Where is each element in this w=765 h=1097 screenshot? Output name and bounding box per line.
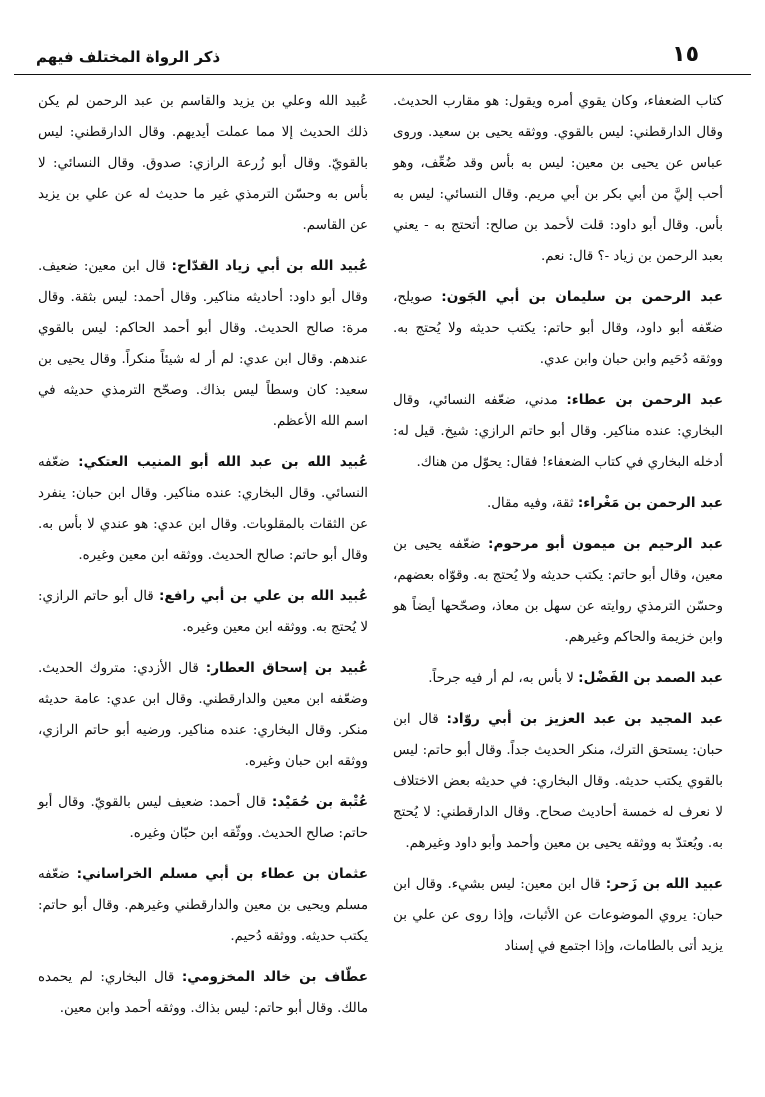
narrator-name: عبد المجيد بن عبد العزيز بن أبي روّاد: [446, 711, 723, 727]
narrator-entry [38, 859, 368, 952]
narrator-text: مدني، ضعّفه النسائي، وقال البخاري: عنده مناكير. وقال أبو حاتم الرازي: شيخ. قيل له: أدخله البخاري في كتاب الضعفاء! فقال: يحوّل من هناك. [393, 393, 723, 470]
narrator-entry [393, 86, 723, 272]
narrator-text: قال ابن معين: ليس بشيء. وقال ابن حبان: يروي الموضوعات عن الأثبات، وإذا روى عن علي بن يزيد أتى بالطامات، وإذا اجتمع في إسناد [393, 877, 723, 954]
narrator-text: عُبيد الله وعلي بن يزيد والقاسم بن عبد الرحمن لم يكن ذلك الحديث إلا مما عملت أيديهم. وقال الدارقطني: ليس بالقويّ. وقال أبو زُرعة الرازي: صدوق. وقال النسائي: لا بأس به وحسّن الترمذي غير ما حديث له عن علي بن يزيد عن القاسم. [38, 94, 368, 233]
narrator-text: قال الأزدي: متروك الحديث. وضعّفه ابن معين والدارقطني. وقال ابن عدي: عامة حديثه منكر. وقال البخاري: عنده مناكير. ورضيه أبو حاتم الرازي، ووثقه ابن حبان وغيره. [38, 661, 368, 769]
narrator-text: ضعّفه يحيى بن معين، وقال أبو حاتم: يكتب حديثه ولا يُحتج به. وقوّاه بعضهم، وحسّن الترمذي روايته عن سهل بن معاذ، وصحّحها أيضاً هو وابن خزيمة والحاكم وغيرهم. [393, 537, 723, 645]
narrator-name: عبد الرحمن بن مَغْراء: [577, 495, 723, 511]
narrator-name: عُبيد الله بن أبي زياد القدّاح: [171, 258, 368, 274]
narrator-text: ضعّفه مسلم ويحيى بن معين والدارقطني وغيرهم. وقال أبو حاتم: يكتب حديثه. ووثقه دُحيم. [38, 867, 368, 944]
narrator-text: ضعّفه النسائي. وقال البخاري: عنده مناكير. وقال ابن حبان: ينفرد عن الثقات بالمقلوبات. وقال ابن عدي: هو عندي لا بأس به. وقال أبو حاتم: صالح الحديث. ووثقه ابن معين وغيره. [38, 455, 368, 563]
narrator-entry [38, 787, 368, 849]
narrator-entry [38, 447, 368, 571]
header-rule [14, 74, 751, 75]
narrator-text: قال أبو حاتم الرازي: لا يُحتج به. ووثقه ابن معين وغيره. [38, 589, 368, 635]
narrator-name: عبد الصمد بن الفَضْل: [578, 670, 723, 686]
narrator-entry [393, 529, 723, 653]
narrator-entry [38, 962, 368, 1024]
narrator-name: عبد الرحمن بن سليمان بن أبي الجَون: [441, 289, 724, 305]
narrator-text: ثقة، وفيه مقال. [486, 496, 578, 511]
narrator-entry [393, 385, 723, 478]
narrator-entry [38, 86, 368, 241]
narrator-entry [393, 488, 723, 519]
narrator-text: قال ابن حبان: يستحق الترك، منكر الحديث جداً. وقال أبو حاتم: ليس بالقوي يكتب حديثه. وقال البخاري: في حديثه بعض الاختلاف لا نعرف له خمسة أحاديث صحاح. وقال الدارقطني: لا يُحتج به. ويُعتدّ به ووثقه يحيى بن معين وأحمد وأبو داود وغيرهم. [393, 712, 723, 851]
narrator-name: عُبيد الله بن عبد الله أبو المنيب العتكي: [78, 454, 368, 470]
right-column [393, 86, 723, 972]
narrator-entry [38, 581, 368, 643]
running-title: ذكر الرواة المختلف فيهم [36, 48, 221, 66]
narrator-text: لا بأس به، لم أر فيه جرحاً. [428, 671, 579, 686]
narrator-entry [393, 282, 723, 375]
narrator-text: صويلح، ضعّفه أبو داود، وقال أبو حاتم: يكتب حديثه ولا يُحتج به. ووثقه دُحَيم وابن حبان وابن عدي. [393, 290, 723, 367]
narrator-name: عطّاف بن خالد المخزومي: [181, 969, 368, 985]
narrator-name: عبيد الله بن زَحر: [605, 876, 724, 892]
narrator-name: عبد الرحيم بن ميمون أبو مرحوم: [488, 536, 723, 552]
narrator-entry [38, 251, 368, 437]
narrator-name: عُتْبة بن حُمَيْد: [271, 794, 368, 810]
narrator-name: عثمان بن عطاء بن أبي مسلم الخراساني: [76, 866, 368, 882]
narrator-text: قال ابن معين: ضعيف. وقال أبو داود: أحاديثه مناكير. وقال أحمد: ليس بثقة. وقال مرة: صالح الحديث. وقال أبو أحمد الحاكم: ليس بالقوي عندهم. وقال ابن عدي: لم أر له شيئاً منكراً. وقال يحيى بن سعيد: كان وسطاً ليس بذاك. وصحّح الترمذي حديثه في اسم الله الأعظم. [38, 259, 368, 429]
narrator-text: كتاب الضعفاء، وكان يقوي أمره ويقول: هو مقارب الحديث. وقال الدارقطني: ليس بالقوي. ووثقه يحيى بن سعيد. وروى عباس عن يحيى بن معين: ليس به بأس وقد ضُعِّف، وهو أحب إليَّ من أبي بكر بن أبي مريم. وقال النسائي: ليس به بأس. وقال أبو داود: قلت لأحمد بن صالح: أتحتج به - يعني بعبد الرحمن بن زياد -؟ قال: نعم. [393, 94, 723, 264]
page-header [14, 42, 751, 72]
narrator-name: عُبيد بن إسحاق العطار: [205, 660, 368, 676]
left-column [38, 86, 368, 1034]
narrator-text: قال أحمد: ضعيف ليس بالقويّ. وقال أبو حاتم: صالح الحديث. ووثّقه ابن حبّان وغيره. [38, 795, 368, 841]
page-number: ١٥ [672, 42, 699, 67]
narrator-text: قال البخاري: لم يحمده مالك. وقال أبو حاتم: ليس بذاك. ووثقه أحمد وابن معين. [38, 970, 368, 1016]
narrator-name: عبد الرحمن بن عطاء: [566, 392, 723, 408]
narrator-entry [38, 653, 368, 777]
narrator-entry [393, 704, 723, 859]
narrator-entry [393, 663, 723, 694]
narrator-entry [393, 869, 723, 962]
narrator-name: عُبيد الله بن علي بن أبي رافع: [158, 588, 369, 604]
